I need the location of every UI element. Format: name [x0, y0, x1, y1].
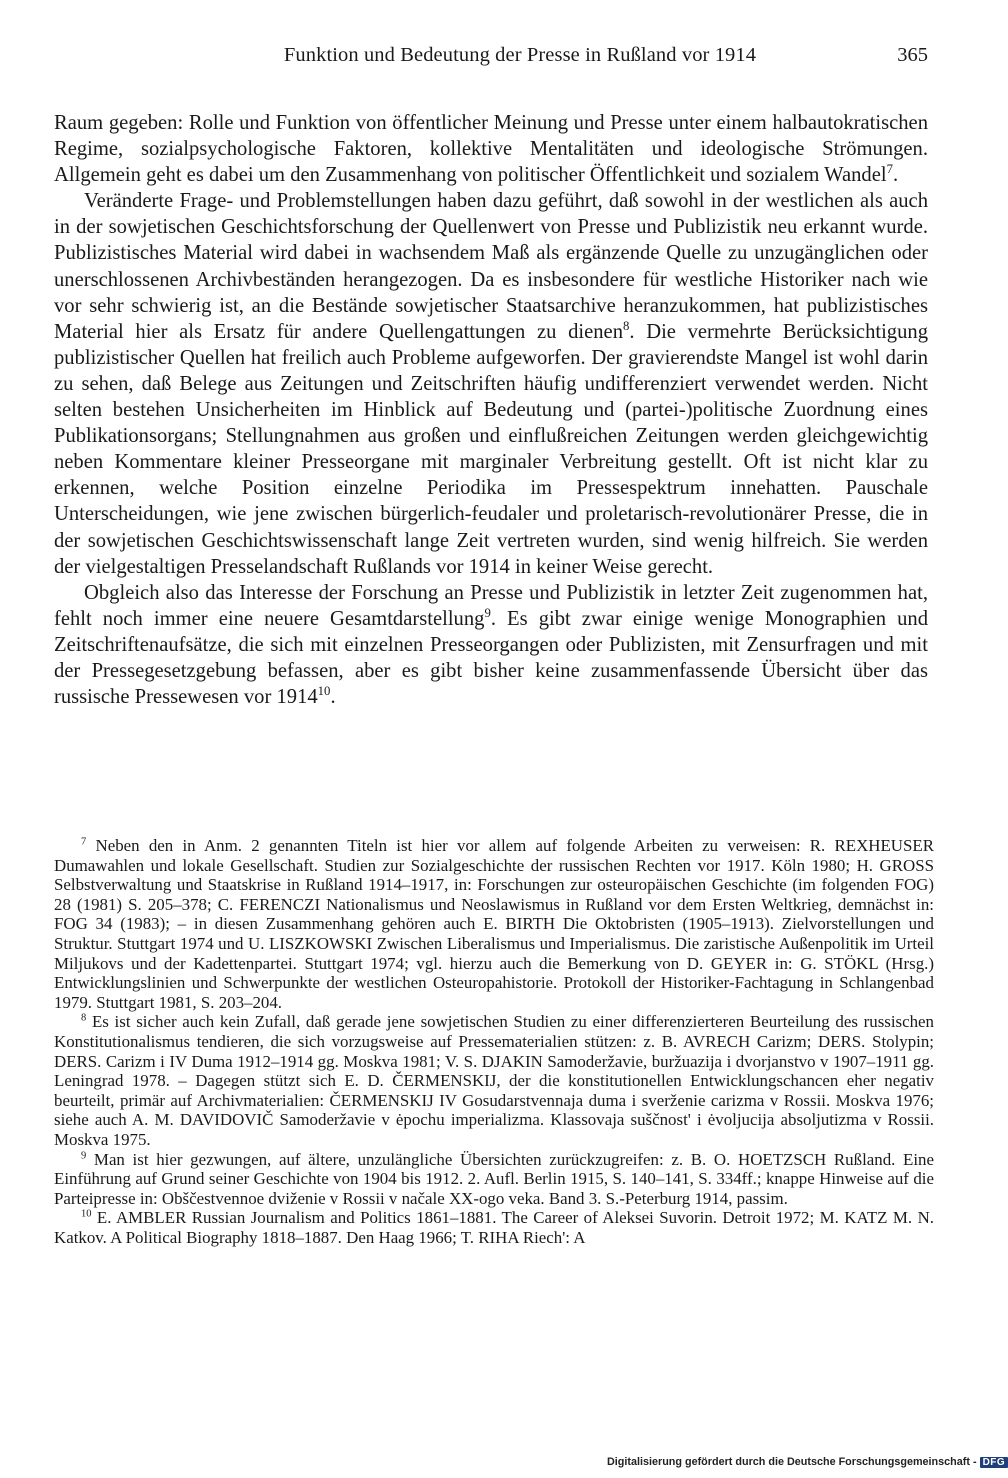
- paragraph-2-text-a: Veränderte Frage- und Problemstellungen haben dazu geführt, daß sowohl in der westlichen als auch in der sowjetischen Geschichtsforschung der Quellenwert von Presse und Publizistik neu erkannt wurde. Publizistisches Material wird dabei in wachsendem Maß als ergänzende Quelle zu unzugänglichen oder unerschlossenen Archivbeständen herangezogen. Da es insbesondere für westliche Historiker nach wie vor sehr schwierig ist, an die Bestände sowjetischer Staatsarchive heranzukommen, hat publizistisches Material hier als Ersatz für andere Quellengattungen zu dienen: [54, 190, 928, 343]
- main-text: [54, 110, 928, 710]
- paragraph-2: [54, 188, 928, 579]
- footnote-mark: 10: [81, 1208, 92, 1220]
- footnote-text: Man ist hier gezwungen, auf ältere, unzulängliche Übersichten zurückzugreifen: z. B. O. HOETZSCH Rußland. Eine Einführung auf Grund seiner Geschichte von 1904 bis 1912. 2. Aufl. Berlin 1915, S. 140–141, S. 334ff.; knappe Hinweise auf die Parteipresse in: Obščestvennoe dviženie v Rossii v načale XX-ogo veka. Band 3. S.-Peterburg 1914, passim.: [54, 1149, 934, 1208]
- running-title: Funktion und Bedeutung der Presse in Rußland vor 1914: [283, 44, 757, 66]
- paragraph-1: [54, 110, 928, 188]
- footnote-text: Es ist sicher auch kein Zufall, daß gerade jene sowjetischen Studien zu einer differenzierteren Beurteilung des russischen Konstitutionalismus tendieren, die sich vorzugsweise auf Pressematerialien stützen: z. B. AVRECH Carizm; DERS. Stolypin; DERS. Carizm i IV Duma 1912–1914 gg. Moskva 1981; V. S. DJAKIN Samoderžavie, buržuazija i dvorjanstvo v 1907–1911 gg. Leningrad 1978. – Dagegen stützt sich E. D. ČERMENSKIJ, der die konstitutionellen Entwicklungschancen eher negativ beurteilt, primär auf Archivmaterialien: ČERMENSKIJ IV Gosudarstvennaja duma i sverženie carizma v Rossii. Moskva 1976; siehe auch A. M. DAVIDOVIČ Samoderžavie v ėpochu imperializma. Klassovaja suščnost' i ėvoljucija absoljutizma v Rossii. Moskva 1975.: [54, 1012, 934, 1149]
- footnote-8: [54, 1012, 934, 1149]
- paragraph-3: [54, 580, 928, 710]
- footnote-ref-8: 8: [623, 318, 630, 333]
- footnote-text: E. AMBLER Russian Journalism and Politics 1861–1881. The Career of Aleksei Suvorin. Detroit 1972; M. KATZ M. N. Katkov. A Political Biography 1818–1887. Den Haag 1966; T. RIHA Riech': A: [54, 1208, 934, 1247]
- digitization-credit: [607, 1456, 1006, 1472]
- paragraph-1-end: .: [892, 164, 899, 187]
- footnotes: [54, 836, 934, 1247]
- paragraph-3-end: .: [330, 686, 336, 709]
- paragraph-1-text: Raum gegeben: Rolle und Funktion von öffentlicher Meinung und Presse unter einem halbautokratischen Regime, sozialpsychologische Faktoren, kollektive Mentalitäten und ideologische Strömungen. Allgemein geht es dabei um den Zusammenhang von politischer Öffentlichkeit und sozialem Wandel: [54, 112, 928, 187]
- paragraph-3-text-a: Obgleich also das Interesse der Forschung an Presse und Publizistik in letzter Zeit zugenommen hat, fehlt noch immer eine neuere Gesamtdarstellung: [54, 581, 928, 630]
- running-header: [110, 44, 930, 80]
- footnote-ref-10: 10: [317, 684, 331, 699]
- paragraph-3-text-b: . Es gibt zwar einige wenige Monographien und Zeitschriftenaufsätze, die sich mit einzelnen Presseorgangen oder Publizisten, mit Zensurfragen und mit der Pressegesetzgebung befassen, aber es gibt bisher keine zusammenfassende Übersicht über das russische Pressewesen vor 1914: [54, 607, 928, 709]
- footnote-text: Neben den in Anm. 2 genannten Titeln ist hier vor allem auf folgende Arbeiten zu verweisen: R. REXHEUSER Dumawahlen und lokale Gesellschaft. Studien zur Sozialgeschichte der russischen Rechten vor 1917. Köln 1980; H. GROSS Selbstverwaltung und Staatskrise in Rußland 1914–1917, in: Forschungen zur osteuropäischen Geschichte (im folgenden FOG) 28 (1981) S. 205–378; C. FERENCZI Nationalismus und Neoslawismus in Rußland vor dem Ersten Weltkrieg, demnächst in: FOG 34 (1983); – in diesen Zusammenhang gehören auch E. BIRTH Die Oktobristen (1905–1913). Zielvorstellungen und Struktur. Stuttgart 1974 und U. LISZKOWSKI Zwischen Liberalismus und Imperialismus. Die zaristische Außenpolitik im Urteil Miljukovs und der Kadettenpartei. Stuttgart 1974; vgl. hierzu auch die Bemerkung von D. GEYER in: G. STÖKL (Hrsg.) Entwicklungslinien und Schwerpunkte der westlichen Osteuropahistorie. Protokoll der Historiker-Fachtagung in Schlangenbad 1979. Stuttgart 1981, S. 203–204.: [54, 836, 934, 1012]
- footnote-ref-9: 9: [484, 605, 491, 620]
- footnote-mark: 8: [81, 1012, 87, 1024]
- paragraph-2-text-b: . Die vermehrte Berücksichtigung publizistischer Quellen hat freilich auch Probleme aufgeworfen. Der gravierendste Mangel ist wohl darin zu sehen, daß Belege aus Zeitungen und Zeitschriften häufig undifferenziert verwendet werden. Nicht selten bestehen Unsicherheiten im Hinblick auf Bedeutung und (partei-)politische Zuordnung eines Publikationsorgans; Stellungnahmen aus großen und einflußreichen Zeitungen werden gleichgewichtig neben Kommentare kleiner Presseorgane mit marginaler Verbreitung gestellt. Oft ist nicht klar zu erkennen, welche Position einzelne Periodika im Pressespektrum innehatten. Pauschale Unterscheidungen, wie jene zwischen bürgerlich-feudaler und proletarisch-revolutionärer Presse, die in der sowjetischen Geschichtswissenschaft lange Zeit vertreten wurden, sind wenig hilfreich. Sie werden der vielgestaltigen Presselandschaft Rußlands vor 1914 in keiner Weise gerecht.: [54, 320, 928, 578]
- footnote-7: [54, 836, 934, 1012]
- footnote-mark: 7: [81, 836, 87, 848]
- footnote-mark: 9: [81, 1149, 87, 1161]
- page-number: 365: [897, 44, 928, 66]
- footnote-9: [54, 1150, 934, 1209]
- dfg-logo-icon: DFG: [980, 1457, 1008, 1468]
- footnote-ref-7: 7: [886, 162, 893, 177]
- credit-text: Digitalisierung gefördert durch die Deutsche Forschungsgemeinschaft -: [607, 1456, 977, 1468]
- footnote-10: [54, 1208, 934, 1247]
